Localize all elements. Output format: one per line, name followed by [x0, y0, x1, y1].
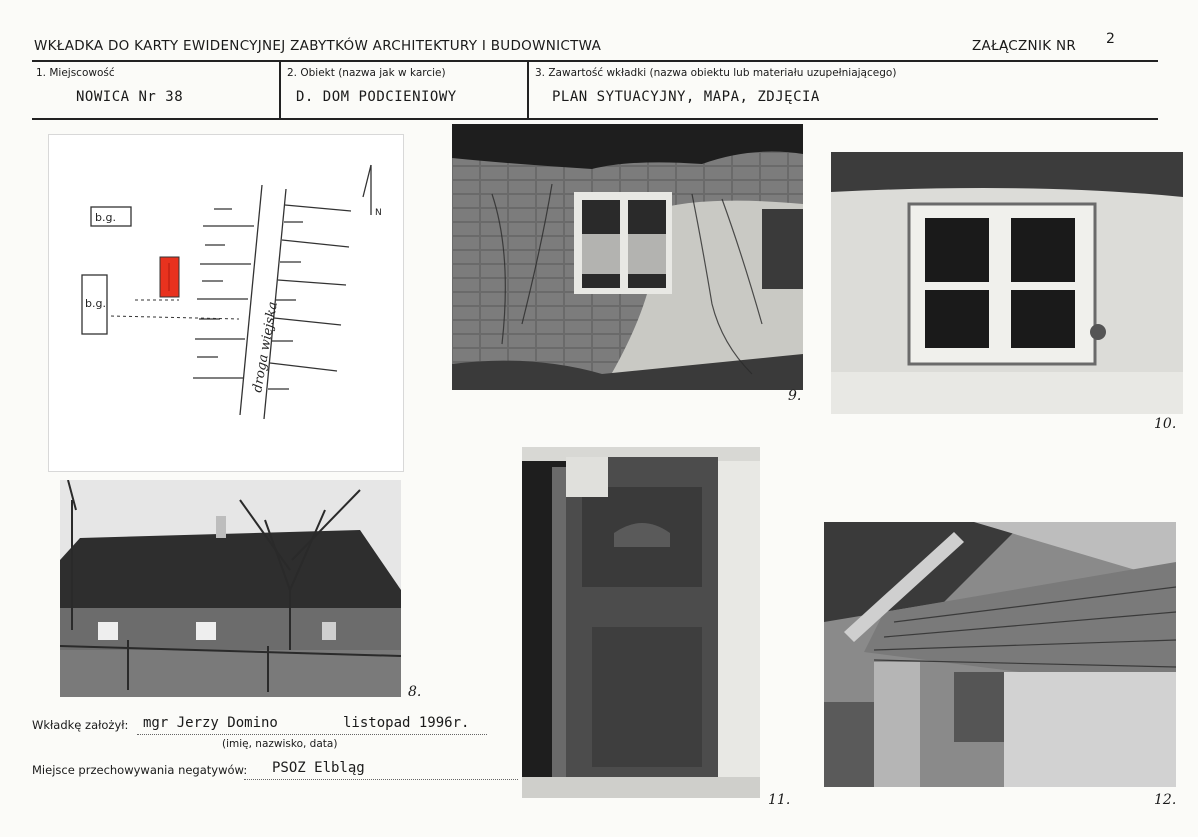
photo-9: [452, 124, 803, 390]
field-divider-2: [527, 62, 529, 118]
founder-hint: (imię, nazwisko, data): [222, 738, 338, 750]
map-label-bg-2: b.g.: [85, 297, 106, 310]
field-1-label: 1. Miejscowość: [36, 67, 115, 79]
founder-line: [137, 733, 487, 735]
field-2-value: D. DOM PODCIENIOWY: [296, 89, 457, 105]
storage-value: PSOZ Elbląg: [272, 760, 365, 776]
header-rule-bottom: [32, 118, 1158, 120]
field-2-label: 2. Obiekt (nazwa jak w karcie): [287, 67, 446, 79]
founder-label: Wkładkę założył:: [32, 718, 129, 732]
field-3-label: 3. Zawartość wkładki (nazwa obiektu lub materiału uzupełniającego): [535, 67, 897, 79]
field-1-value: NOWICA Nr 38: [76, 89, 184, 105]
photo-number-9: 9.: [788, 388, 802, 404]
map-label-bg-1: b.g.: [95, 211, 116, 224]
site-plan: [48, 134, 404, 472]
storage-label: Miejsce przechowywania negatywów:: [32, 763, 248, 777]
site-plan-drawing: [49, 135, 403, 471]
photo-8: [60, 480, 401, 697]
annex-label: ZAŁĄCZNIK NR: [972, 38, 1077, 54]
photo-number-12: 12.: [1154, 792, 1177, 808]
header-rule-top: [32, 60, 1158, 62]
photo-number-10: 10.: [1154, 416, 1177, 432]
field-divider-1: [279, 62, 281, 118]
annex-number: 2: [1106, 31, 1115, 47]
field-3-value: PLAN SYTUACYJNY, MAPA, ZDJĘCIA: [552, 89, 820, 105]
photo-10: [831, 152, 1183, 414]
photo-11: [522, 447, 760, 798]
photo-number-11: 11.: [768, 792, 791, 808]
storage-line: [244, 778, 518, 780]
map-label-north: N: [375, 208, 382, 218]
document-title: WKŁADKA DO KARTY EWIDENCYJNEJ ZABYTKÓW ARCHITEKTURY I BUDOWNICTWA: [34, 38, 602, 54]
photo-12: [824, 522, 1176, 787]
founder-value: mgr Jerzy Domino: [143, 715, 278, 731]
photo-number-8: 8.: [408, 684, 422, 700]
founder-date: listopad 1996r.: [343, 715, 470, 731]
map-label-road: droga wiejska: [250, 300, 281, 394]
